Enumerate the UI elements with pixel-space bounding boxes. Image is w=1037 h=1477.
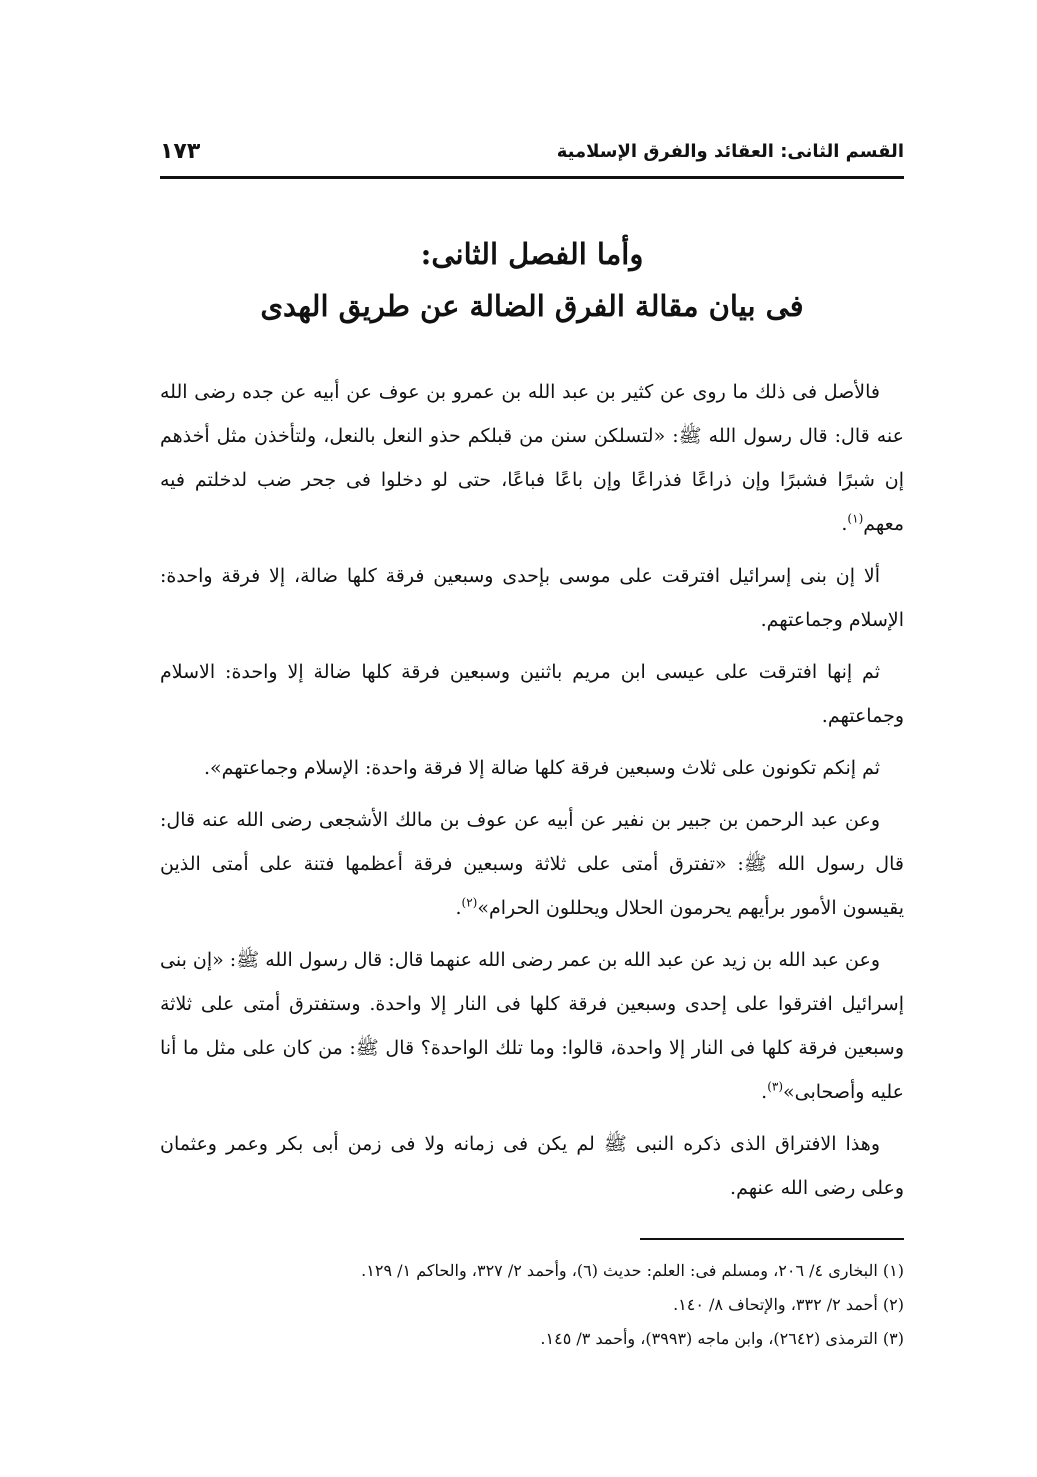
chapter-title-line-1: وأما الفصل الثانى: <box>420 237 644 271</box>
chapter-heading <box>160 228 904 332</box>
paragraph: فالأصل فى ذلك ما روى عن كثير بن عبد الله بن عمرو بن عوف عن أبيه عن جده رضى الله عنه قال: قال رسول الله ﷺ: «لتسلكن سنن من قبلكم حذو النعل بالنعل، ولتأخذن مثل أخذهم إن شبرًا فشبرًا وإن ذراعًا فذراعًا وإن باعًا فباعًا، حتى لو دخلوا فى جحر ضب لدخلتم فيه معهم$^{(١)}$. <box>160 381 904 535</box>
header-rule <box>160 176 904 179</box>
paragraph: ثم إنكم تكونون على ثلاث وسبعين فرقة كلها ضالة إلا فرقة واحدة: الإسلام وجماعتهم». <box>203 757 880 779</box>
section-title <box>557 138 904 166</box>
footnote-ref: (٢) <box>461 895 478 910</box>
paragraph: ألا إن بنى إسرائيل افترقت على موسى بإحدى وسبعين فرقة كلها ضالة، إلا فرقة واحدة: الإسلام وجماعتهم. <box>160 565 904 631</box>
chapter-title-line-2: فى بيان مقالة الفرق الضالة عن طريق الهدى <box>260 289 804 323</box>
footnote-ref: (١) <box>847 511 864 526</box>
footnotes <box>160 1254 904 1356</box>
section-part: القسم الثانى: <box>780 141 904 162</box>
footnote: (٣) الترمذى (٢٦٤٢)، وابن ماجه (٣٩٩٣)، وأحمد ٣/ ١٤٥. <box>540 1329 904 1348</box>
page-number: ١٧٣ <box>160 139 201 164</box>
body-text <box>160 370 904 1218</box>
footnote-rule <box>640 1238 904 1240</box>
footnote-ref: (٣) <box>767 1079 784 1094</box>
paragraph: وعن عبد الله بن زيد عن عبد الله بن عمر رضى الله عنهما قال: قال رسول الله ﷺ: «إن بنى إسرائيل افترقوا على إحدى وسبعين فرقة كلها فى النار إلا واحدة. وستفترق أمتى على ثلاثة وسبعين فرقة كلها فى النار إلا واحدة، قالوا: وما تلك الواحدة؟ قال ﷺ: من كان على مثل ما أنا عليه وأصحابى»$^{(٣)}$. <box>160 949 904 1103</box>
paragraph: وهذا الافتراق الذى ذكره النبى ﷺ لم يكن فى زمانه ولا فى زمن أبى بكر وعمر وعثمان وعلى رضى الله عنهم. <box>160 1133 904 1199</box>
paragraph: ثم إنها افترقت على عيسى ابن مريم باثنين وسبعين فرقة كلها ضالة إلا واحدة: الاسلام وجماعتهم. <box>160 661 904 727</box>
running-header <box>160 138 904 178</box>
paragraph: وعن عبد الرحمن بن جبير بن نفير عن أبيه عن عوف بن مالك الأشجعى رضى الله عنه قال: قال رسول الله ﷺ: «تفترق أمتى على ثلاثة وسبعين فرقة أعظمها فتنة على أمتى الذين يقيسون الأمور برأيهم يحرمون الحلال ويحللون الحرام»$^{(٢)}$. <box>160 809 904 919</box>
footnote: (١) البخارى ٤/ ٢٠٦، ومسلم فى: العلم: حديث (٦)، وأحمد ٢/ ٣٢٧، والحاكم ١/ ١٢٩. <box>361 1261 904 1280</box>
section-name: العقائد والفرق الإسلامية <box>556 141 774 162</box>
footnote: (٢) أحمد ٢/ ٣٣٢، والإتحاف ٨/ ١٤٠. <box>673 1295 904 1314</box>
